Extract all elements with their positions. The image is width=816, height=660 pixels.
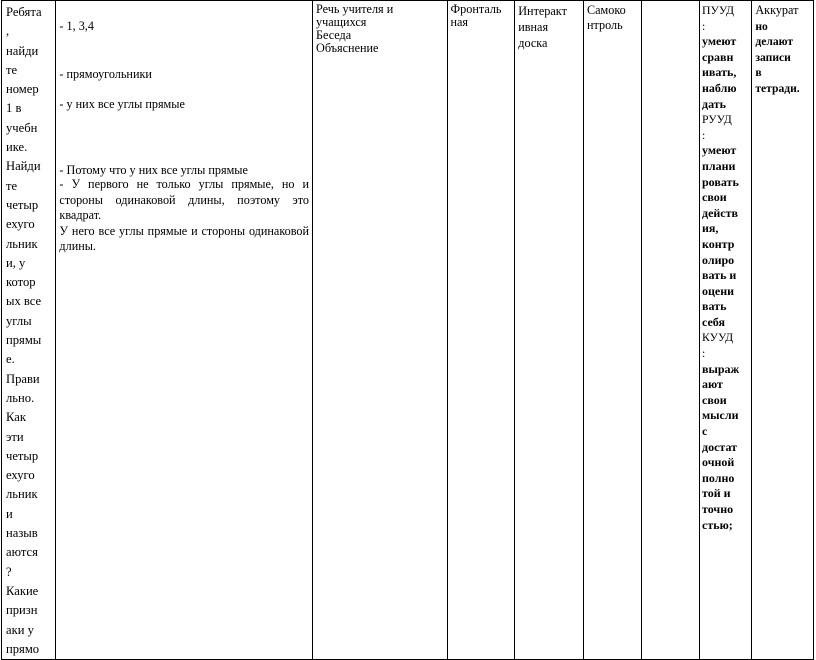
notes-line: записи: [755, 50, 791, 64]
method-line: Объяснение: [316, 41, 379, 55]
notes-line: в: [755, 66, 762, 80]
work-form-cell: [447, 1, 515, 660]
uud-line: ПУУД: [702, 3, 735, 17]
form-line: ная: [450, 15, 469, 29]
uud-line: мысли: [702, 408, 739, 423]
notes-cell: [752, 1, 814, 660]
uud-line: :: [702, 346, 706, 361]
uud-line: :: [702, 18, 706, 33]
teacher-line: е.: [6, 352, 15, 367]
teacher-line: учебн: [6, 120, 38, 135]
table-row: [2, 1, 814, 660]
pupil-answer: У него все углы прямые и стороны одинаковой длины.: [59, 223, 310, 253]
uud-line: вать: [702, 299, 727, 314]
uud-line: действ: [702, 205, 739, 220]
notes-line: Аккурат: [755, 3, 799, 17]
teacher-line: 1 в: [6, 101, 22, 116]
uud-line: сравн: [702, 49, 734, 64]
teacher-line: призн: [6, 603, 38, 618]
teacher-line: эти: [6, 429, 24, 444]
teacher-line: назыв: [6, 526, 38, 541]
uud-line: свои: [702, 190, 727, 205]
teacher-line: четыр: [6, 197, 39, 212]
teacher-line: Ребята: [6, 5, 42, 19]
uud-line: ают: [702, 377, 723, 392]
tools-line: доска: [518, 36, 548, 50]
control-cell: [584, 1, 641, 660]
notes-line: но: [755, 19, 768, 33]
spacer: [59, 33, 309, 67]
uud-line: оцени: [702, 283, 735, 298]
uud-line: КУУД: [702, 330, 734, 345]
teacher-line: льник: [6, 236, 38, 251]
pupil-answer: - У первого не только углы прямые, но и стороны одинаковой длины, поэтому это квадрат.: [59, 177, 310, 222]
teacher-line: прямо: [6, 641, 40, 656]
empty-cell: [641, 1, 700, 660]
teacher-line: ?: [6, 564, 12, 579]
teacher-line: аются: [6, 545, 38, 560]
spacer: [59, 111, 309, 163]
teacher-line: ике.: [6, 140, 28, 155]
teacher-line: аки у: [6, 622, 34, 637]
lesson-table: [1, 0, 814, 660]
tools-cell: [515, 1, 584, 660]
tools-line: ивная: [518, 20, 549, 34]
uud-line: с: [702, 424, 708, 439]
teacher-line: те: [6, 62, 18, 77]
uud-line: стью;: [702, 517, 733, 532]
pupil-answer: - Потому что у них все углы прямые: [59, 163, 248, 177]
teacher-line: Найди: [6, 159, 41, 174]
notes-line: делают: [755, 35, 794, 49]
uud-line: наблю: [702, 80, 737, 95]
teacher-line: Прави: [6, 371, 40, 386]
uud-line: плани: [702, 158, 736, 173]
teacher-speech-cell: [2, 1, 56, 660]
pupil-answer: - 1, 3,4: [59, 19, 94, 33]
uud-line: ивать,: [702, 65, 737, 80]
teacher-line: льник: [6, 487, 38, 502]
uud-line: себя: [702, 314, 725, 329]
pupil-answer: - у них все углы прямые: [59, 97, 185, 111]
teacher-line: и, у: [6, 255, 26, 270]
uud-line: свои: [702, 392, 727, 407]
teacher-line: ых все: [6, 294, 42, 309]
teacher-line: номер: [6, 82, 39, 97]
teacher-line: Какие: [6, 583, 39, 598]
notes-line: тетради.: [755, 81, 800, 95]
uud-line: дать: [702, 96, 726, 111]
tools-line: Интеракт: [518, 4, 567, 18]
control-line: нтроль: [587, 18, 623, 32]
method-line: Речь учителя и: [316, 2, 394, 16]
teacher-line: углы: [6, 313, 32, 328]
teacher-line: прямы: [6, 333, 42, 348]
teacher-line: ехуго: [6, 217, 35, 232]
spacer: [59, 81, 309, 97]
uud-line: контр: [702, 236, 735, 251]
teacher-line: Как: [6, 410, 26, 425]
uud-line: точно: [702, 502, 734, 516]
pupil-answer: - прямоугольники: [59, 67, 152, 81]
teacher-line: найди: [6, 43, 39, 58]
form-line: Фронталь: [450, 2, 502, 16]
teacher-line: четыр: [6, 448, 39, 463]
pupil-answers-cell: [56, 1, 313, 660]
uud-line: выраж: [702, 361, 740, 376]
uud-line: умеют: [702, 143, 737, 158]
uud-line: достат: [702, 439, 738, 454]
uud-line: умеют: [702, 34, 737, 49]
uud-line: олиро: [702, 252, 735, 267]
teacher-line: ехуго: [6, 468, 35, 483]
uud-cell: [700, 1, 752, 660]
uud-line: ия,: [702, 221, 719, 236]
uud-line: очной: [702, 455, 735, 470]
teacher-line: льно.: [6, 390, 35, 405]
method-line: учащихся: [316, 15, 367, 29]
method-line: Беседа: [316, 28, 352, 42]
uud-line: полно: [702, 470, 735, 485]
teacher-line: котор: [6, 275, 36, 290]
control-line: Самоко: [587, 3, 626, 17]
uud-line: :: [702, 127, 706, 142]
teacher-line: те: [6, 178, 18, 193]
uud-line: вать и: [702, 268, 737, 283]
teacher-line: и: [6, 506, 13, 521]
teacher-line: ,: [6, 24, 10, 39]
uud-line: РУУД: [702, 112, 732, 127]
uud-line: той и: [702, 486, 731, 501]
method-cell: [313, 1, 447, 660]
uud-line: ровать: [702, 174, 739, 189]
